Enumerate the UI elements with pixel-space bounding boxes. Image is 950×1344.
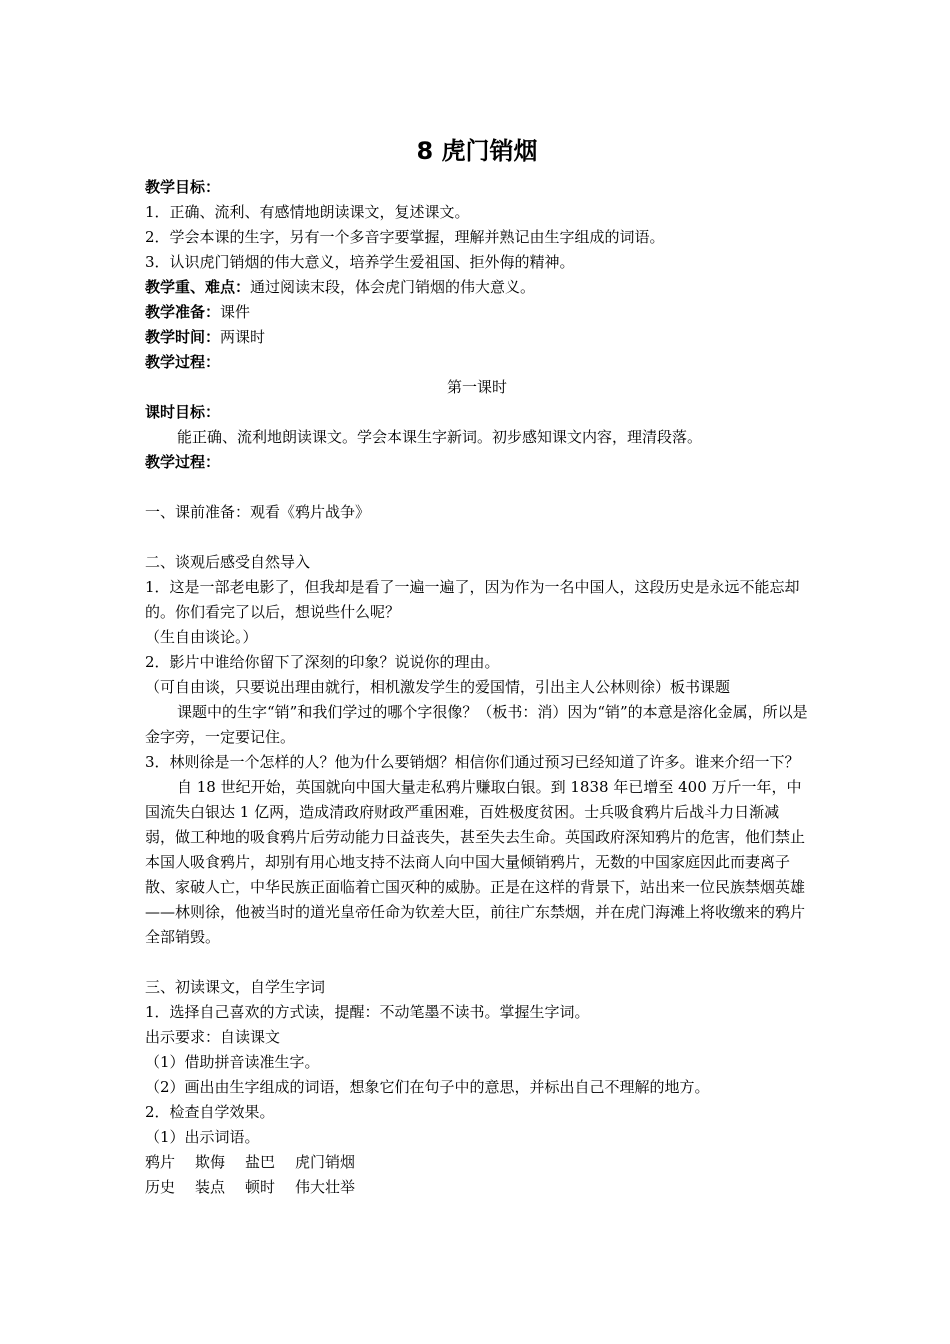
paragraph: 2．影片中谁给你留下了深刻的印象？说说你的理由。 xyxy=(145,653,500,671)
teaching-time-label: 教学时间： xyxy=(145,328,221,346)
section-heading: 三、初读课文，自学生字词 xyxy=(145,978,326,996)
paragraph: 1．这是一部老电影了，但我却是看了一遍一遍了，因为作为一名中国人，这段历史是永远不能忘却的。你们看完了以后，想说些什么呢？ xyxy=(145,578,800,621)
word: 盐巴 xyxy=(245,1153,276,1171)
history-paragraph: 自 18 世纪开始，英国就向中国大量走私鸦片赚取白银。到 1838 年已增至 400 万斤一年，中国流失白银达 1 亿两，造成清政府财政严重困难，百姓极度贫困。士兵吸食鸦片后战斗力日渐减弱，做工种地的吸食鸦片后劳动能力日益丧失，甚至失去生命。英国政府深知鸦片的危害，他们禁止本国人吸食鸦片，却别有用心地支持不法商人向中国大量倾销鸦片，无数的中国家庭因此而妻离子散、家破人亡，中华民族正面临着亡国灭种的威胁。正是在这样的背景下，站出来一位民族禁烟英雄——林则徐，他被当时的道光皇帝任命为钦差大臣，前往广东禁烟，并在虎门海滩上将收缴来的鸦片全部销毁。 xyxy=(145,778,806,946)
key-points-text: 通过阅读末段，体会虎门销烟的伟大意义。 xyxy=(250,278,536,296)
page-title: 8 虎门销烟 xyxy=(416,137,538,165)
preparation-text: 课件 xyxy=(220,303,251,321)
paragraph: （1）出示词语。 xyxy=(145,1128,260,1146)
paragraph: 1．选择自己喜欢的方式读，提醒：不动笔墨不读书。掌握生字词。 xyxy=(145,1003,590,1021)
word: 伟大壮举 xyxy=(295,1178,356,1196)
word-row xyxy=(145,1150,809,1175)
paragraph: （1）借助拼音读准生字。 xyxy=(145,1053,320,1071)
lesson-heading: 第一课时 xyxy=(446,378,507,396)
word-row xyxy=(145,1175,809,1200)
word: 欺侮 xyxy=(195,1153,226,1171)
lesson-goal-label: 课时目标： xyxy=(145,403,221,421)
key-points xyxy=(145,275,809,300)
paragraph: 3．林则徐是一个怎样的人？他为什么要销烟？相信你们通过预习已经知道了许多。谁来介绍一下？ xyxy=(145,753,800,771)
objective-item: 2．学会本课的生字，另有一个多音字要掌握，理解并熟记由生字组成的词语。 xyxy=(145,228,665,246)
objective-item: 3．认识虎门销烟的伟大意义，培养学生爱祖国、拒外侮的精神。 xyxy=(145,253,575,271)
paragraph: （生自由谈论。） xyxy=(145,628,258,646)
paragraph: 2．检查自学效果。 xyxy=(145,1103,275,1121)
spacer xyxy=(145,950,809,975)
lesson-process-label: 教学过程： xyxy=(145,453,221,471)
word: 顿时 xyxy=(245,1178,276,1196)
objectives-label: 教学目标： xyxy=(145,178,221,196)
section-heading: 二、谈观后感受自然导入 xyxy=(145,553,311,571)
key-points-label: 教学重、难点： xyxy=(145,278,251,296)
teaching-time-text: 两课时 xyxy=(220,328,266,346)
word: 虎门销烟 xyxy=(295,1153,356,1171)
spacer xyxy=(145,525,809,550)
word: 鸦片 xyxy=(145,1153,176,1171)
document-page xyxy=(145,133,809,1200)
process-label: 教学过程： xyxy=(145,353,221,371)
paragraph: （2）画出由生字组成的词语，想象它们在句子中的意思，并标出自己不理解的地方。 xyxy=(145,1078,710,1096)
paragraph: 出示要求：自读课文 xyxy=(145,1028,281,1046)
word: 装点 xyxy=(195,1178,226,1196)
preparation xyxy=(145,300,809,325)
objective-item: 1．正确、流利、有感情地朗读课文，复述课文。 xyxy=(145,203,470,221)
word: 历史 xyxy=(145,1178,176,1196)
teaching-time xyxy=(145,325,809,350)
paragraph: （可自由谈，只要说出理由就行，相机激发学生的爱国情，引出主人公林则徐）板书课题 xyxy=(145,678,731,696)
lesson-goal-text: 能正确、流利地朗读课文。学会本课生字新词。初步感知课文内容，理清段落。 xyxy=(177,428,703,446)
paragraph: 课题中的生字“销”和我们学过的哪个字很像？（板书：消）因为“销”的本意是溶化金属，所以是金字旁，一定要记住。 xyxy=(145,703,808,746)
preparation-label: 教学准备： xyxy=(145,303,221,321)
spacer xyxy=(145,475,809,500)
section-heading: 一、课前准备：观看《鸦片战争》 xyxy=(145,503,371,521)
